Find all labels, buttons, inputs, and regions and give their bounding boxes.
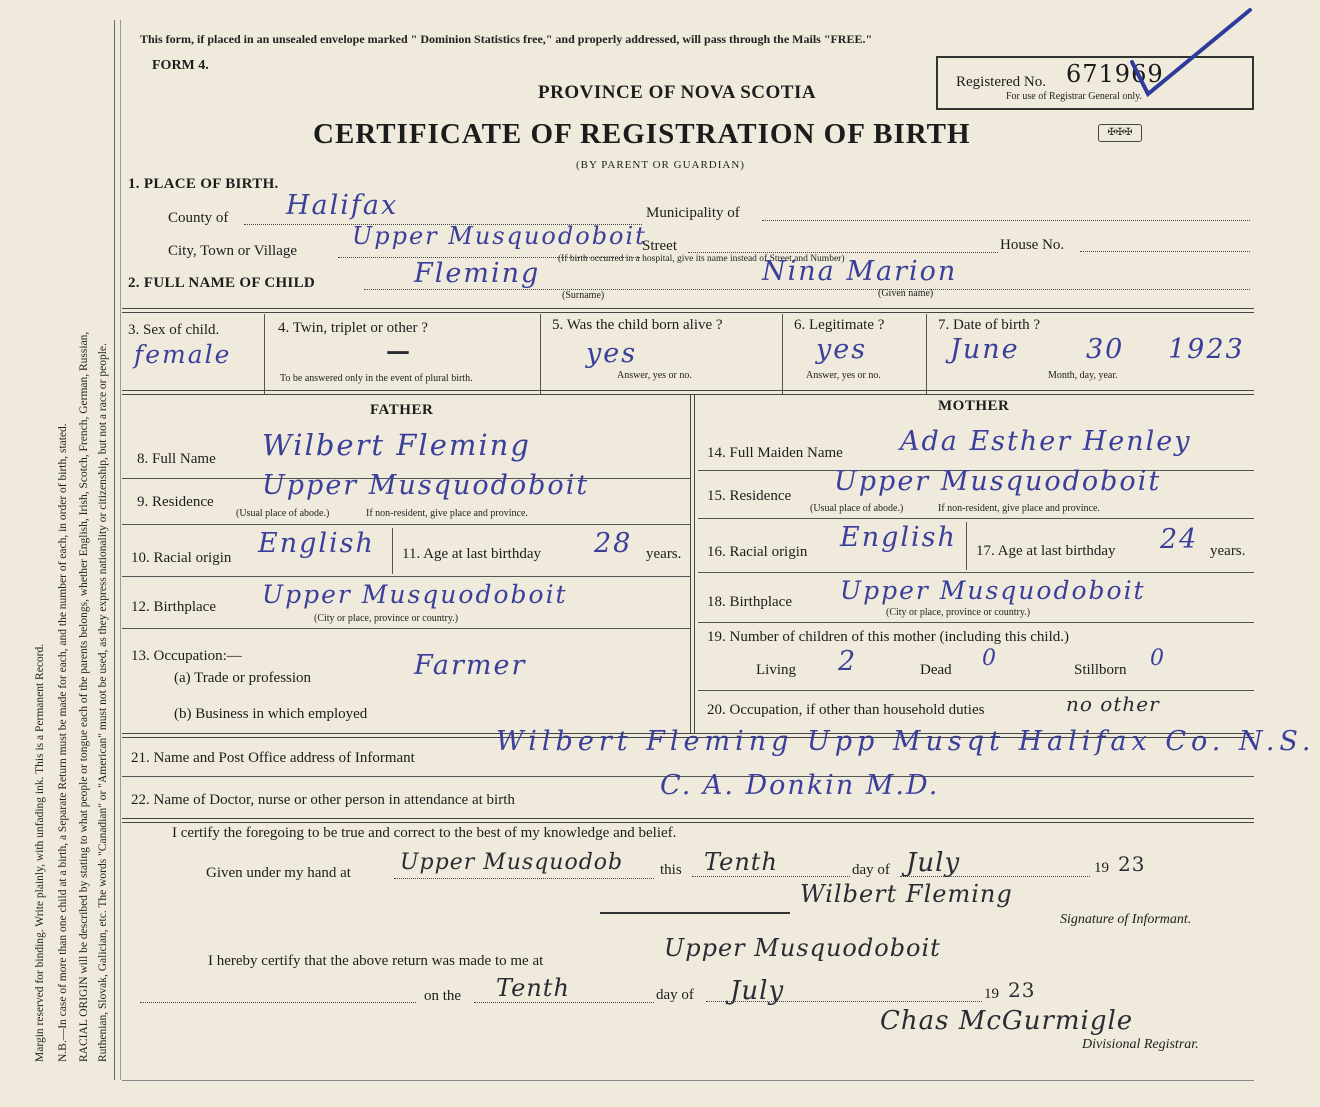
county-label: County of [168,210,229,226]
house-label: House No. [1000,237,1065,253]
form-bottom-border [122,1080,1254,1081]
mother-children-label: 19. Number of children of this mother (including this child.) [707,629,1070,645]
twin-label: 4. Twin, triplet or other ? [278,320,428,336]
registrar-day-label: day of [656,987,694,1003]
place-heading: 1. PLACE OF BIRTH. [128,176,279,192]
father-occupation-label: 13. Occupation:— [131,648,242,664]
certify-day: Tenth [704,848,778,876]
alive-value: yes [586,338,638,369]
stillborn-label: Stillborn [1074,662,1127,678]
seal-stamp-icon: ✠✠✠ [1098,124,1142,142]
father-business-label: (b) Business in which employed [174,706,368,722]
page-title: CERTIFICATE OF REGISTRATION OF BIRTH [313,118,971,150]
this-label: this [660,862,682,878]
registered-label: Registered No. [956,74,1046,90]
mother-racial-value: English [840,522,957,553]
margin-note-1: Margin reserved for binding. Write plainly, with unfading ink. This is a Permanent Record. [34,643,46,1062]
father-residence-note-a: (Usual place of abode.) [236,508,330,519]
father-name-value: Wilbert Fleming [262,428,531,462]
father-name-label: 8. Full Name [137,451,216,467]
mother-occupation-label: 20. Occupation, if other than household duties [707,702,985,718]
informant-label: 21. Name and Post Office address of Informant [131,750,415,766]
informant-value: Wilbert Fleming Upp Musqt Halifax Co. N.S. [496,726,1316,757]
page-subtitle: (BY PARENT OR GUARDIAN) [576,159,745,171]
father-years: years. [646,546,682,562]
given-place: Upper Musquodob [400,850,624,875]
mother-residence-value: Upper Musquodoboit [834,466,1162,497]
informant-signature-caption: Signature of Informant. [1060,912,1192,927]
mother-residence-note-b: If non-resident, give place and province. [938,503,1100,514]
mother-birthplace-note: (City or place, province or country.) [886,607,1031,618]
registrar-year-prefix: 19 [984,986,999,1002]
mother-birthplace-value: Upper Musquodoboit [840,576,1146,605]
registrar-use-note: For use of Registrar General only. [1006,91,1142,102]
certify-year-suffix: 23 [1118,852,1146,876]
registrar-caption: Divisional Registrar. [1082,1037,1199,1052]
alive-label: 5. Was the child born alive ? [552,317,723,333]
dead-value: 0 [982,646,998,671]
living-label: Living [756,662,796,678]
father-residence-note-b: If non-resident, give place and province. [366,508,528,519]
margin-note-3: RACIAL ORIGIN will be described by stating to what people or tongue each of the parents belongs, whether English, Irish, Scotch, French, German, Russian, [78,331,90,1062]
registrar-day: Tenth [496,974,570,1002]
registrar-year-suffix: 23 [1008,978,1036,1002]
mail-notice: This form, if placed in an unsealed envelope marked " Dominion Statistics free," and properly addressed, will pass through the Mails "FREE." [140,32,873,46]
dob-year: 1923 [1168,334,1245,365]
twin-note: To be answered only in the event of plural birth. [280,373,473,384]
father-residence-label: 9. Residence [137,494,214,510]
father-trade-label: (a) Trade or profession [174,670,312,686]
mother-birthplace-label: 18. Birthplace [707,594,792,610]
sex-label: 3. Sex of child. [128,322,220,338]
registrar-month: July [730,976,785,1006]
mother-residence-label: 15. Residence [707,488,792,504]
registrar-place: Upper Musquodoboit [664,934,941,962]
mother-heading: MOTHER [938,398,1010,414]
form-number: FORM 4. [152,58,209,73]
street-label: Street [642,238,677,254]
sex-value: female [134,340,232,369]
father-racial-label: 10. Racial origin [131,550,232,566]
child-label: 2. FULL NAME OF CHILD [128,275,316,291]
certify-month: July [906,848,961,878]
twin-value: — [386,336,411,365]
alive-note: Answer, yes or no. [617,370,692,381]
father-heading: FATHER [370,402,434,418]
certify-day-label: day of [852,862,890,878]
mother-name-value: Ada Esther Henley [900,426,1192,457]
certify-year-prefix: 19 [1094,860,1109,876]
binding-line-2 [120,20,121,1080]
municipality-label: Municipality of [646,205,740,221]
given-caption: (Given name) [878,288,934,299]
living-value: 2 [838,646,858,677]
checkmark-icon [1126,0,1256,100]
father-birthplace-label: 12. Birthplace [131,599,216,615]
child-surname: Fleming [414,258,541,289]
informant-signature: Wilbert Fleming [800,880,1013,908]
mother-name-label: 14. Full Maiden Name [707,445,843,461]
doctor-value: C. A. Donkin M.D. [660,770,940,801]
mother-age-label: 17. Age at last birthday [976,543,1116,559]
binding-line [114,20,115,1080]
margin-note-2: N.B.—In case of more than one child at a birth, a Separate Return must be made for each, and the number of each, in order of birth, stated. [57,423,69,1062]
dob-label: 7. Date of birth ? [938,317,1041,333]
mother-occupation-value: no other [1066,692,1160,716]
father-age-value: 28 [594,528,633,559]
father-residence-value: Upper Musquodoboit [262,470,590,501]
dead-label: Dead [920,662,952,678]
city-label: City, Town or Village [168,243,298,259]
city-value: Upper Musquodoboit [352,222,647,250]
given-label: Given under my hand at [206,865,351,881]
legitimate-label: 6. Legitimate ? [794,317,885,333]
surname-caption: (Surname) [562,290,605,301]
father-trade-value: Farmer [414,650,527,681]
father-birthplace-value: Upper Musquodoboit [262,580,568,609]
registrar-signature: Chas McGurmigle [880,1006,1134,1036]
child-given-name: Nina Marion [762,256,958,287]
certify-statement: I certify the foregoing to be true and correct to the best of my knowledge and belief. [172,825,677,841]
legitimate-note: Answer, yes or no. [806,370,881,381]
province-title: PROVINCE OF NOVA SCOTIA [538,82,817,103]
father-birthplace-note: (City or place, province or country.) [314,613,459,624]
registrar-on-the: on the [424,988,462,1004]
mother-age-value: 24 [1160,524,1199,555]
mother-residence-note-a: (Usual place of abode.) [810,503,904,514]
registrar-statement: I hereby certify that the above return was made to me at [208,953,544,969]
mother-racial-label: 16. Racial origin [707,544,808,560]
dob-month: June [950,334,1020,365]
mother-years: years. [1210,543,1246,559]
dob-day: 30 [1086,334,1125,365]
county-value: Halifax [286,190,399,221]
margin-note-4: Ruthenian, Slovak, Galician, etc. The words "Canadian" or "American" must not be used, as they express nationality or citizenship, but not a race or people. [97,343,109,1062]
dob-note: Month, day, year. [1048,370,1118,381]
legitimate-value: yes [816,334,868,365]
doctor-label: 22. Name of Doctor, nurse or other person in attendance at birth [131,792,515,808]
hospital-note: (If birth occurred in a hospital, give its name instead of Street and Number) [558,254,845,264]
registered-number: 671969 [1066,60,1164,88]
father-age-label: 11. Age at last birthday [402,546,541,562]
stillborn-value: 0 [1150,646,1166,671]
father-racial-value: English [258,528,375,559]
